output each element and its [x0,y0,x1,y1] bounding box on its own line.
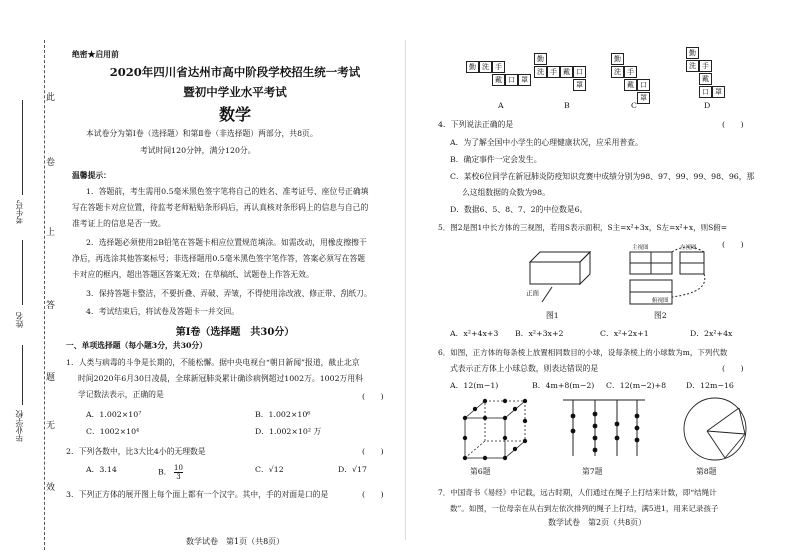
question-1: 学记数法表示，正确的是 [78,390,164,399]
net-cell: 戴 [624,79,637,91]
answer-paren: ( ) [362,447,384,456]
net-cell: 洗 [534,66,547,78]
option-b: B．x²+3x+2 [515,329,564,338]
option-b [158,464,183,481]
net-cell: 口 [637,79,650,91]
question-4: 4．下列说法正确的是 [438,120,514,129]
option-a: A．12(m−1) [450,381,499,390]
margin-label-school: 毕业学校 [15,410,24,442]
tip-text: 2．选择题必须使用2B铅笔在答题卡相应位置规范填涂。如需改动，用橡皮擦擦干 [86,238,367,247]
exam-info: 考试时间120分钟，满分120分。 [140,146,256,155]
option-d: D．1.002×10² 万 [255,427,322,436]
net-cell: 戴 [699,73,712,85]
figure-1-label: 图1 [546,311,559,320]
net-cell: 勤 [534,53,547,65]
question-1: 1．人类与病毒的斗争是长期的，不能松懈。据中央电视台“朝日新闻”报道，截止北京 [66,358,360,367]
answer-paren: ( ) [722,240,744,249]
figure-7-knots [571,412,640,453]
answer-paren: ( ) [722,120,744,129]
figure-1-cuboid [530,252,590,302]
net-cell: 罩 [637,92,650,104]
margin-char: 此 [46,93,56,103]
option-d: D．12m−16 [686,381,734,390]
exam-info: 本试卷分为第Ⅰ卷（选择题）和第Ⅱ卷（非选择题）两部分，共8页。 [86,129,318,138]
q6-q8-figures [455,396,755,466]
net-label: D [704,101,711,110]
figure-6-balls [463,399,527,460]
answer-paren: ( ) [362,490,384,499]
name-line [22,240,23,305]
tip-text: 写在答题卡对应位置，待监考老师粘贴条形码后，再认真核对条形码上的信息与自己的 [72,203,369,212]
net-cell: 手 [699,60,712,72]
margin-label-exam-number: 考生号 [15,200,24,224]
option-a: A．1.002×10⁷ [86,410,142,419]
tips-title: 温馨提示： [72,171,111,180]
net-cell: 勤 [611,53,624,65]
option-c: C．某校6位同学在新冠肺炎防疫知识竞赛中成绩分别为98、97、99、99、98、96，那 [450,172,755,181]
fraction [174,464,183,481]
answer-paren: ( ) [362,392,384,401]
net-cell: 戴 [560,66,573,78]
option-a: A．3.14 [86,465,117,474]
option-c: 么这组数据的众数为98。 [462,188,550,197]
secret-label: 绝密★启用前 [72,50,119,59]
net-cell: 手 [547,66,560,78]
figure-7-label: 第7题 [582,467,603,476]
net-cell: 洗 [686,60,699,72]
net-cell: 手 [492,61,505,73]
margin-char: 卷 [46,158,56,168]
option-c: C．√12 [255,465,284,474]
exam-subtitle: 暨初中学业水平考试 [183,85,287,99]
exam-title: 2020年四川省达州市高中阶段学校招生统一考试 [109,65,361,79]
view-label-left: 左视图 [680,245,697,251]
net-label: C [631,101,637,110]
figure-6-label: 第6题 [470,467,491,476]
option-a: A．x²+4x+3 [450,329,499,338]
question-2: 2．下列各数中，比3大比4小的无理数是 [66,447,206,456]
binding-dashed-line [44,40,45,550]
tip-text: 准考证上的信息是否一致。 [72,219,166,228]
fraction-numerator: 10 [174,464,183,472]
net-cell: 罩 [573,79,586,91]
front-label: 正面 [526,289,539,297]
option-c: C．12(m−2)+8 [606,381,667,390]
question-7: 7．中国奇书《易经》中记载，远古时期，人们通过在绳子上打结来计数，即“结绳计 [438,488,717,497]
question-6: 式表示正方体上小球总数，则表达错误的是 [450,364,599,373]
option-d: D．√17 [338,465,367,474]
page-footer: 数学试卷 第2页（共8页） [548,518,647,527]
tip-text: 3．保持答题卡整洁，不要折叠、弄破、弄皱，不得使用涂改液、修正带、刮纸刀。 [86,289,372,298]
net-cell: 勤 [686,47,699,59]
margin-char: 上 [46,228,56,238]
net-cell: 罩 [712,86,725,98]
question-1: 时间2020年6月30日凌晨，全球新冠肺炎累计确诊病例超过1002万。1002万用科 [78,374,363,383]
net-label: A [498,101,504,110]
margin-char: 题 [46,373,56,383]
question-5: 5．图2是图1中长方体的三视图，若用S表示面积，S主=x²+3x，S左=x²+x，则S俯= [438,223,727,232]
option-a: A．为了解全国中小学生的心理健康状况，应采用普查。 [450,138,643,147]
net-cell: 戴 [492,74,505,86]
margin-char: 无 [46,421,56,431]
exam-number-line [22,100,23,195]
tip-text: 1．答题前，考生需用0.5毫米黑色签字笔将自己的姓名、准考证号、座位号正确填 [86,187,369,196]
answer-paren: ( ) [722,364,744,373]
question-3: 3．下列正方体的展开图上每个面上都有一个汉字。其中，手的对面是口的是 [66,490,329,499]
figure-8-circle [684,398,746,460]
net-cell: 口 [505,74,518,86]
margin-char: 效 [46,483,56,493]
section-title: 一、单项选择题（每小题3分，共30分） [66,341,208,350]
net-label: B [564,101,570,110]
fraction-denominator: 3 [176,473,181,481]
margin-char: 答 [46,301,56,311]
tip-text: 卡对应的框内，超出答题区答案无效；在草稿纸、试题卷上作答无效。 [72,270,314,279]
option-b: B．1.002×10⁶ [255,410,311,419]
subject-title: 数学 [218,105,251,124]
net-cell: 洗 [611,66,624,78]
question-7: 数”。如图，一位母亲在从右到左依次排列的绳子上打结，满5进1，用来记录孩子 [450,504,719,513]
part-title: 第Ⅰ卷（选择题 共30分） [175,327,295,338]
net-cell: 手 [624,66,637,78]
option-d: D．2x²+4x [690,329,733,338]
option-b: B．4m+8(m−2) [532,381,595,390]
net-cell: 罩 [518,74,531,86]
tip-text: 4．考试结束后，将试卷及答题卡一并交回。 [86,307,240,316]
view-label-top: 俯视图 [652,298,669,304]
net-cell: 洗 [479,61,492,73]
q5-figures [520,242,760,312]
net-cell: 勤 [466,61,479,73]
net-cell: 口 [573,66,586,78]
option-c: C．1002×10⁴ [86,427,140,436]
figure-8-label: 第8题 [696,467,717,476]
school-line [22,345,23,405]
option-c: C．x²+2x+1 [600,329,649,338]
option-d: D．数据6、5、8、7、2的中位数是6。 [450,205,588,214]
figure-2-label: 图2 [654,311,667,320]
tip-text: 净后，再选涂其他答案标号；非选择题用0.5毫米黑色签字笔作答，答案必须写在答题 [72,254,366,263]
net-cell: 口 [699,86,712,98]
option-b-prefix: B． [158,467,172,477]
figure-7-ropes [563,400,645,456]
margin-label-name: 姓名 [15,312,24,328]
view-label-main: 主视图 [632,245,649,251]
option-b: B．确定事件一定会发生。 [450,155,542,164]
page-divider [405,40,406,540]
question-6: 6．如图，正方体的每条棱上放置相同数目的小球，设每条棱上的小球数为m，下列代数 [438,348,728,357]
page-footer: 数学试卷 第1页（共8页） [186,537,285,546]
